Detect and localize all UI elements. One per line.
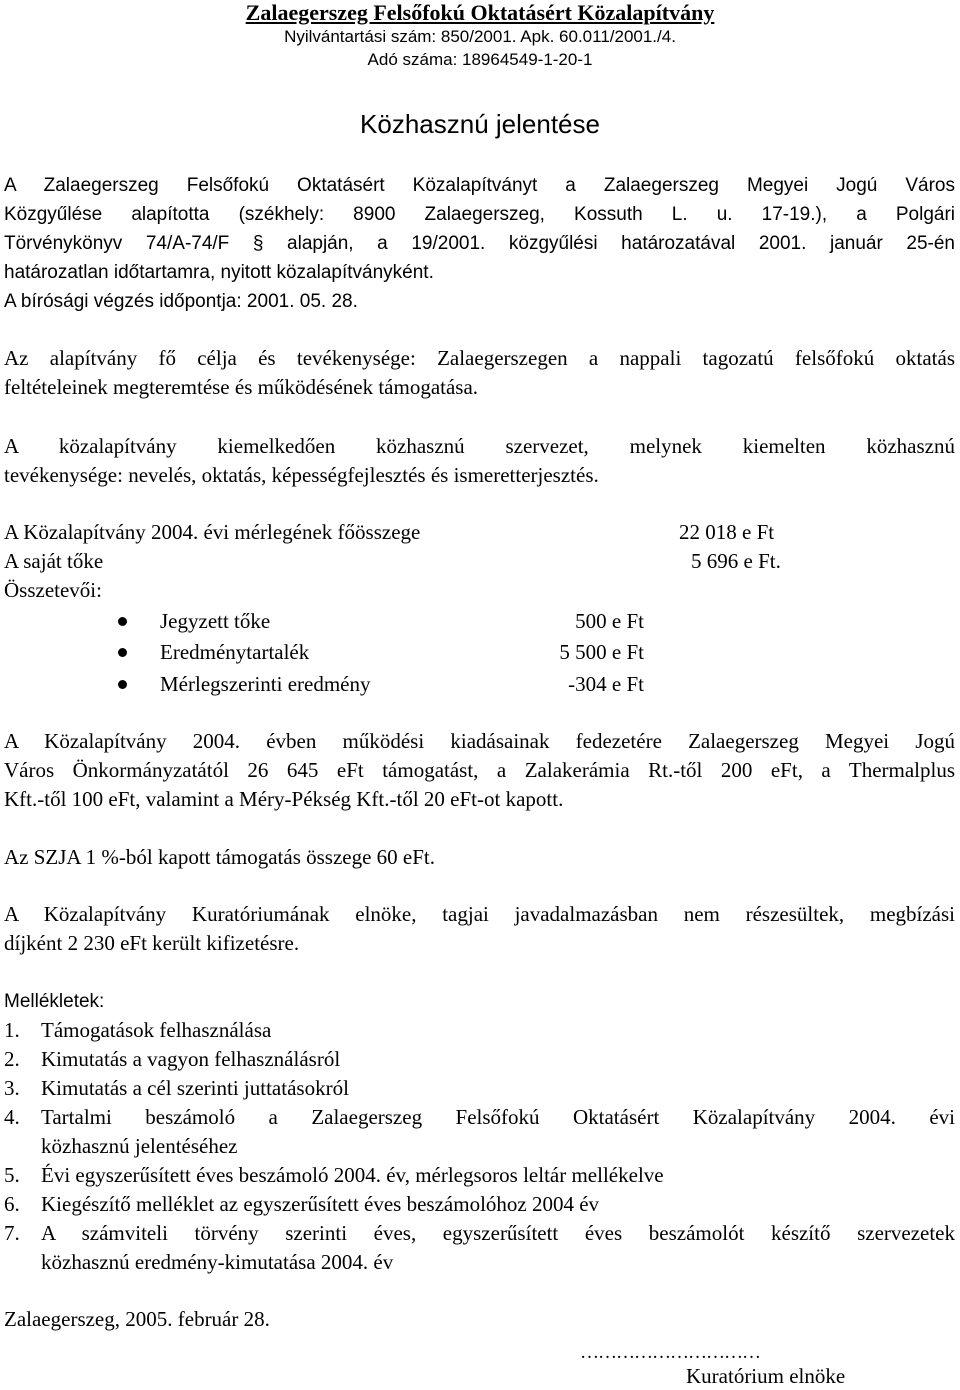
attachment-text-line-1: A számviteli törvény szerinti éves, egyszerűsített éves beszámolót készítő szervezetek	[41, 1221, 955, 1245]
attachment-text-line-2: közhasznú jelentéséhez	[41, 1134, 238, 1158]
bullet-icon	[118, 680, 127, 689]
place-date: Zalaegerszeg, 2005. február 28.	[4, 1307, 270, 1331]
funding-line-2: Város Önkormányzatától 26 645 eFt támogatást, a Zalakerámia Rt.-től 200 eFt, a Thermalplus	[4, 758, 955, 782]
attachment-text: Kiegészítő melléklet az egyszerűsített éves beszámolóhoz 2004 év	[41, 1192, 600, 1216]
component-label: Eredménytartalék	[160, 640, 310, 664]
equity-label: A saját tőke	[4, 549, 104, 573]
attachment-item	[4, 1103, 955, 1161]
component-row	[118, 638, 658, 667]
document-title: Közhasznú jelentése	[360, 109, 600, 139]
public-benefit-line-1: A közalapítvány kiemelkedően közhasznú szervezet, melynek kiemelten közhasznú	[4, 434, 955, 458]
component-label: Jegyzett tőke	[160, 609, 271, 633]
component-row	[118, 670, 658, 699]
attachment-number: 2.	[4, 1047, 20, 1071]
purpose-paragraph	[4, 344, 955, 373]
purpose-line-2: feltételeinek megteremtése és működésének támogatása.	[4, 375, 479, 399]
board-line-1: A Közalapítvány Kuratóriumának elnöke, tagjai javadalmazásban nem részesültek, megbízási	[4, 902, 955, 926]
funding-line-1: A Közalapítvány 2004. évben működési kiadásainak fedezetére Zalaegerszeg Megyei Jogú	[4, 729, 955, 753]
szja-support: Az SZJA 1 %-ból kapott támogatás összege 60 eFt.	[4, 845, 436, 869]
bullet-icon	[118, 648, 127, 657]
balance-total-value: 22 018 e Ft	[679, 520, 775, 544]
funding-line-3: Kft.-től 100 eFt, valamint a Méry-Pékség Kft.-től 20 eFt-ot kapott.	[4, 787, 564, 811]
intro-line-1: A Zalaegerszeg Felsőfokú Oktatásért Közalapítványt a Zalaegerszeg Megyei Jogú Város	[4, 175, 955, 196]
component-label: Mérlegszerinti eredmény	[160, 672, 371, 696]
balance-total-label: A Közalapítvány 2004. évi mérlegének főösszege	[4, 520, 421, 544]
component-value: 5 500 e Ft	[559, 640, 644, 664]
attachment-text-line-2: közhasznú eredmény-kimutatása 2004. év	[41, 1250, 394, 1274]
component-row	[118, 607, 658, 636]
attachment-number: 1.	[4, 1018, 20, 1042]
components-label: Összetevői:	[4, 578, 102, 602]
intro-line-3: Törvénykönyv 74/A-74/F § alapján, a 19/2001. közgyűlési határozatával 2001. január 25-én	[4, 233, 955, 254]
court-date: A bírósági végzés időpontja: 2001. 05. 28.	[4, 291, 358, 312]
registration-number: Nyilvántartási szám: 850/2001. Apk. 60.011/2001./4.	[284, 27, 676, 46]
equity-value: 5 696 e Ft.	[691, 549, 781, 573]
component-value: -304 e Ft	[568, 672, 644, 696]
attachment-number: 5.	[4, 1163, 20, 1187]
funding-paragraph	[4, 727, 955, 785]
attachment-text: Kimutatás a cél szerinti juttatásokról	[41, 1076, 349, 1100]
component-value: 500 e Ft	[575, 609, 644, 633]
organization-name: Zalaegerszeg Felsőfokú Oktatásért Közalapítvány	[245, 0, 715, 25]
attachment-text-line-1: Tartalmi beszámoló a Zalaegerszeg Felsőfokú Oktatásért Közalapítvány 2004. évi	[41, 1105, 955, 1129]
intro-line-4: határozatlan időtartamra, nyitott közalapítványként.	[4, 262, 434, 283]
attachment-number: 6.	[4, 1192, 20, 1216]
public-benefit-line-2: tevékenysége: nevelés, oktatás, képességfejlesztés és ismeretterjesztés.	[4, 463, 599, 487]
bullet-icon	[118, 617, 127, 626]
attachment-number: 4.	[4, 1105, 20, 1129]
attachment-text	[41, 1219, 955, 1277]
attachment-text: Támogatások felhasználása	[41, 1018, 272, 1042]
attachment-text: Évi egyszerűsített éves beszámoló 2004. év, mérlegsoros leltár mellékelve	[41, 1163, 664, 1187]
signature-line: …………………………	[580, 1342, 760, 1363]
signature-label: Kuratórium elnöke	[686, 1364, 846, 1388]
attachments-heading: Mellékletek:	[4, 991, 105, 1012]
attachment-text: Kimutatás a vagyon felhasználásról	[41, 1047, 341, 1071]
public-benefit-paragraph	[4, 432, 955, 461]
tax-number: Adó száma: 18964549-1-20-1	[367, 50, 593, 69]
intro-paragraph	[4, 171, 955, 258]
attachment-number: 7.	[4, 1221, 20, 1245]
attachment-item	[4, 1219, 955, 1277]
intro-line-2: Közgyűlése alapította (székhely: 8900 Zalaegerszeg, Kossuth L. u. 17-19.), a Polgári	[4, 204, 955, 225]
board-line-2: díjként 2 230 eFt került kifizetésre.	[4, 931, 300, 955]
attachment-text	[41, 1103, 955, 1161]
board-paragraph	[4, 900, 955, 929]
purpose-line-1: Az alapítvány fő célja és tevékenysége: Zalaegerszegen a nappali tagozatú felsőfokú oktatás	[4, 346, 955, 370]
attachment-number: 3.	[4, 1076, 20, 1100]
